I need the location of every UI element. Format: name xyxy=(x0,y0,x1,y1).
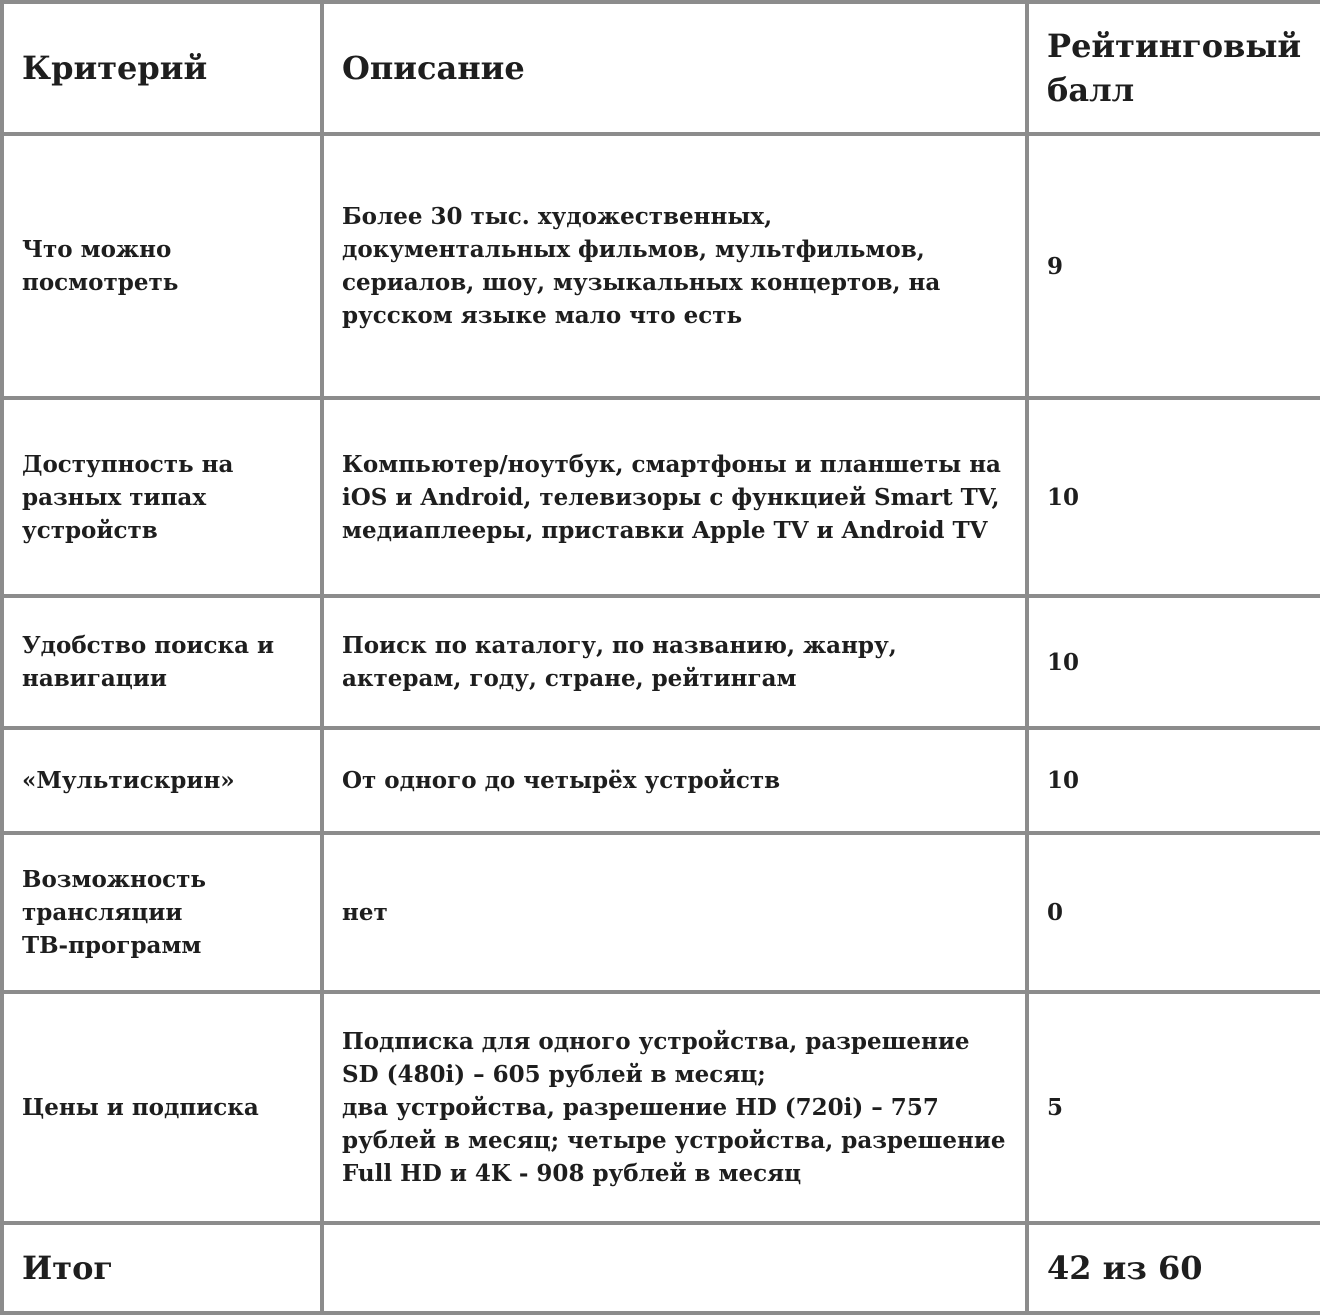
table-row xyxy=(2,596,1320,728)
table-row xyxy=(2,134,1320,398)
table-header-row xyxy=(2,2,1320,134)
score-cell: 10 xyxy=(1027,728,1320,833)
header-criterion: Критерий xyxy=(2,2,322,134)
score-cell: 5 xyxy=(1027,992,1320,1223)
table-total-row xyxy=(2,1223,1320,1313)
score-cell: 10 xyxy=(1027,596,1320,728)
description-cell: Поиск по каталогу, по названию, жанру, актерам, году, стране, рейтингам xyxy=(322,596,1027,728)
criterion-cell: Доступность на разных типах устройств xyxy=(2,398,322,596)
score-cell: 0 xyxy=(1027,833,1320,992)
table-row xyxy=(2,728,1320,833)
criterion-cell: «Мультискрин» xyxy=(2,728,322,833)
description-cell: Более 30 тыс. художественных, документальных фильмов, мультфильмов, сериалов, шоу, музыкальных концертов, на русском языке мало что есть xyxy=(322,134,1027,398)
total-score: 42 из 60 xyxy=(1027,1223,1320,1313)
criterion-cell: Цены и подписка xyxy=(2,992,322,1223)
criterion-cell: Возможность трансляции ТВ-программ xyxy=(2,833,322,992)
table-row xyxy=(2,398,1320,596)
criterion-cell: Удобство поиска и навигации xyxy=(2,596,322,728)
description-cell: нет xyxy=(322,833,1027,992)
score-cell: 9 xyxy=(1027,134,1320,398)
score-cell: 10 xyxy=(1027,398,1320,596)
total-description xyxy=(322,1223,1027,1313)
table-row xyxy=(2,992,1320,1223)
description-cell: От одного до четырёх устройств xyxy=(322,728,1027,833)
header-score: Рейтинговый балл xyxy=(1027,2,1320,134)
description-cell: Компьютер/ноутбук, смартфоны и планшеты на iOS и Android, телевизоры с функцией Smart TV, медиаплееры, приставки Apple TV и Android TV xyxy=(322,398,1027,596)
total-label: Итог xyxy=(2,1223,322,1313)
header-description: Описание xyxy=(322,2,1027,134)
table-row xyxy=(2,833,1320,992)
criterion-cell: Что можно посмотреть xyxy=(2,134,322,398)
description-cell: Подписка для одного устройства, разрешение SD (480i) – 605 рублей в месяц; два устройства, разрешение HD (720i) – 757 рублей в месяц; четыре устройства, разрешение Full HD и 4K - 908 рублей в месяц xyxy=(322,992,1027,1223)
